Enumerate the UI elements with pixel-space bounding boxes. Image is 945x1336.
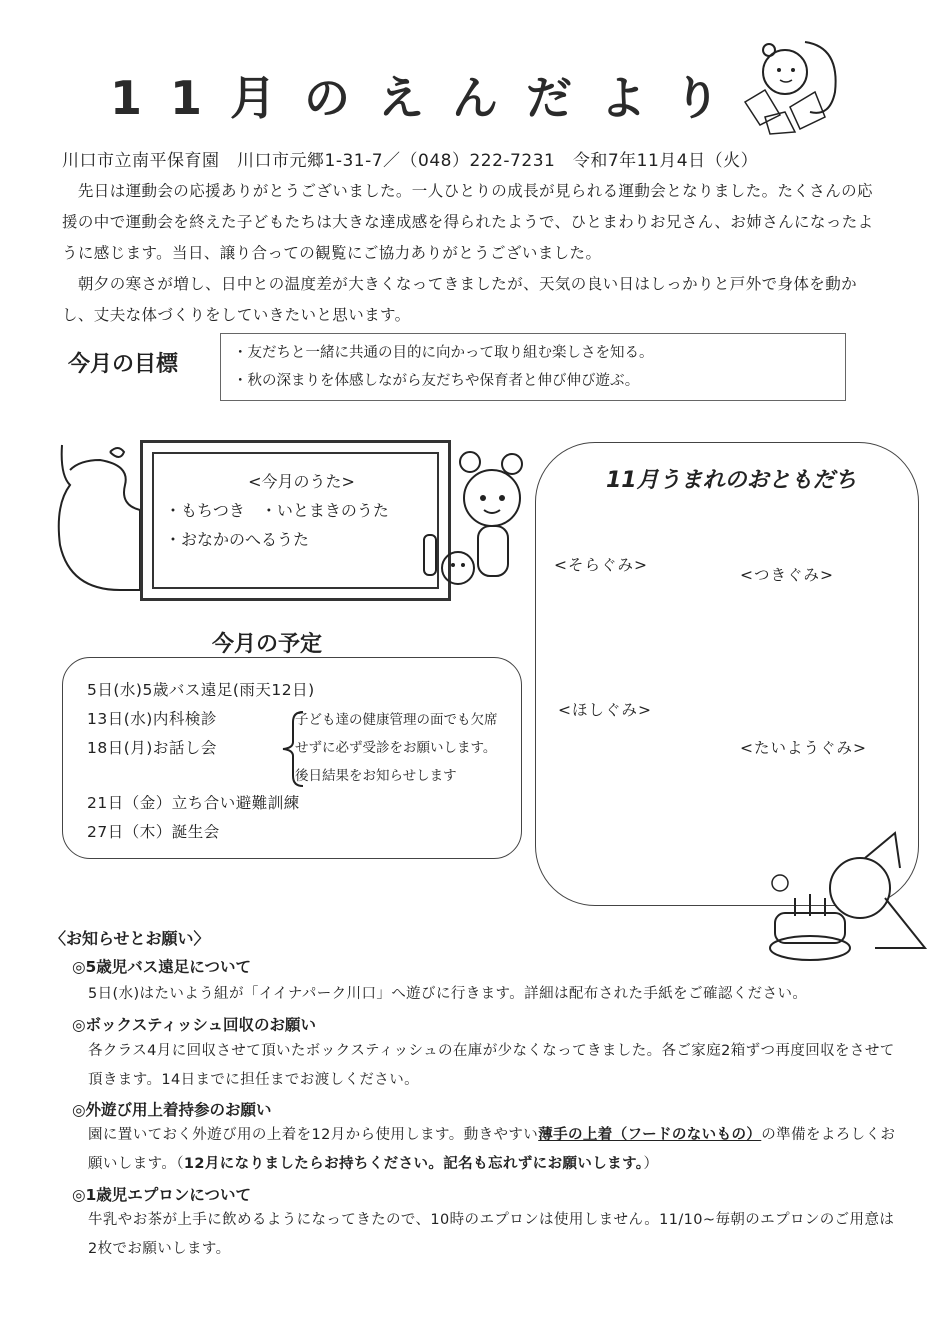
goals-box: [220, 333, 846, 401]
songs-board: [140, 440, 451, 601]
songs-line: ・もちつき ・いとまきのうた: [165, 501, 389, 520]
notice-body: 各クラス4月に回収させて頂いたボックスティッシュの在庫が少なくなってきました。各ご家庭2箱ずつ再度回収をさせて頂きます。14日までに担任までお渡しください。: [88, 1043, 895, 1088]
notice-title: ◎1歳児エプロンについて: [72, 1186, 252, 1204]
notice-body: 牛乳やお茶が上手に飲めるようになってきたので、10時のエプロンは使用しません。11/10~毎朝のエプロンのご用意は2枚でお願いします。: [88, 1212, 895, 1257]
note-line: 後日結果をお知らせします: [295, 768, 457, 784]
schedule-box: [62, 657, 522, 859]
class-taiyou: <たいようぐみ>: [740, 739, 867, 757]
underlined-text: 薄手の上着（フードのないもの）: [538, 1127, 762, 1143]
songs-line: ・おなかのへるうた: [165, 530, 310, 549]
class-hoshi: <ほしぐみ>: [558, 701, 652, 719]
schedule-item: 27日（木）誕生会: [87, 823, 220, 841]
schedule-item: 21日（金）立ち合い避難訓練: [87, 794, 300, 812]
intro-paragraph-2: 朝夕の寒さが増し、日中との温度差が大きくなってきましたが、天気の良い日はしっかりと戸外で身体を動かし、丈夫な体づくりをしていきたいと思います。: [62, 275, 858, 324]
songs-title: <今月のうた>: [248, 472, 355, 491]
schedule-item: 18日(月)お話し会: [87, 739, 217, 757]
notices-heading: 〈お知らせとお願い〉: [50, 929, 210, 948]
goals-label: 今月の目標: [68, 352, 179, 377]
text: の準備をよろしくお願いします。（: [88, 1127, 896, 1172]
goal-item: ・秋の深まりを体感しながら友だちや保育者と伸び伸び遊ぶ。: [233, 373, 640, 389]
class-tsuki: <つきぐみ>: [740, 566, 834, 584]
notice-title: ◎5歳児バス遠足について: [72, 958, 252, 976]
newsletter-title: 11月のえんだより: [110, 71, 749, 125]
school-info-line: 川口市立南平保育園 川口市元郷1-31-7／（048）222-7231 令和7年11月4日（火）: [62, 151, 759, 171]
notice-title: ◎ボックスティッシュ回収のお願い: [72, 1016, 317, 1034]
schedule-title: 今月の予定: [212, 632, 323, 657]
text: ）: [643, 1156, 659, 1172]
raccoon-character-icon: [420, 440, 530, 600]
schedule-item: 5日(水)5歳バス遠足(雨天12日): [87, 681, 315, 699]
bold-text: 12月になりましたらお持ちください。記名も忘れずにお願いします。: [183, 1156, 644, 1172]
birthdays-title: 11月うまれのおともだち: [606, 468, 857, 493]
schedule-note: [295, 706, 498, 790]
note-line: せずに必ず受診をお願いします。: [295, 740, 497, 756]
notice-title: ◎外遊び用上着持参のお願い: [72, 1101, 272, 1119]
notice-body: [88, 1121, 898, 1179]
notice-body: 5日(水)はたいよう組が「イイナパーク川口」へ遊びに行きます。詳細は配布された手紙をご確認ください。: [88, 986, 808, 1002]
class-sora: <そらぐみ>: [554, 556, 648, 574]
note-line: 子ども達の健康管理の面でも欠席: [295, 712, 498, 728]
squirrel-illustration-icon: [735, 32, 845, 137]
goal-item: ・友だちと一緒に共通の目的に向かって取り組む楽しさを知る。: [233, 345, 654, 361]
text: 園に置いておく外遊び用の上着を12月から使用します。動きやすい: [88, 1127, 539, 1143]
intro-paragraph-1: 先日は運動会の応援ありがとうございました。一人ひとりの成長が見られる運動会となりました。たくさんの応援の中で運動会を終えた子どもたちは大きな達成感を得られたようで、ひとまわりお兄さん、お姉さんになったように感じます。当日、譲り合っての観覧にご協力ありがとうございました。: [62, 182, 874, 262]
birthday-cake-girl-icon: [765, 828, 935, 968]
schedule-item: 13日(水)内科検診: [87, 710, 217, 728]
bean-character-icon: [52, 440, 142, 600]
